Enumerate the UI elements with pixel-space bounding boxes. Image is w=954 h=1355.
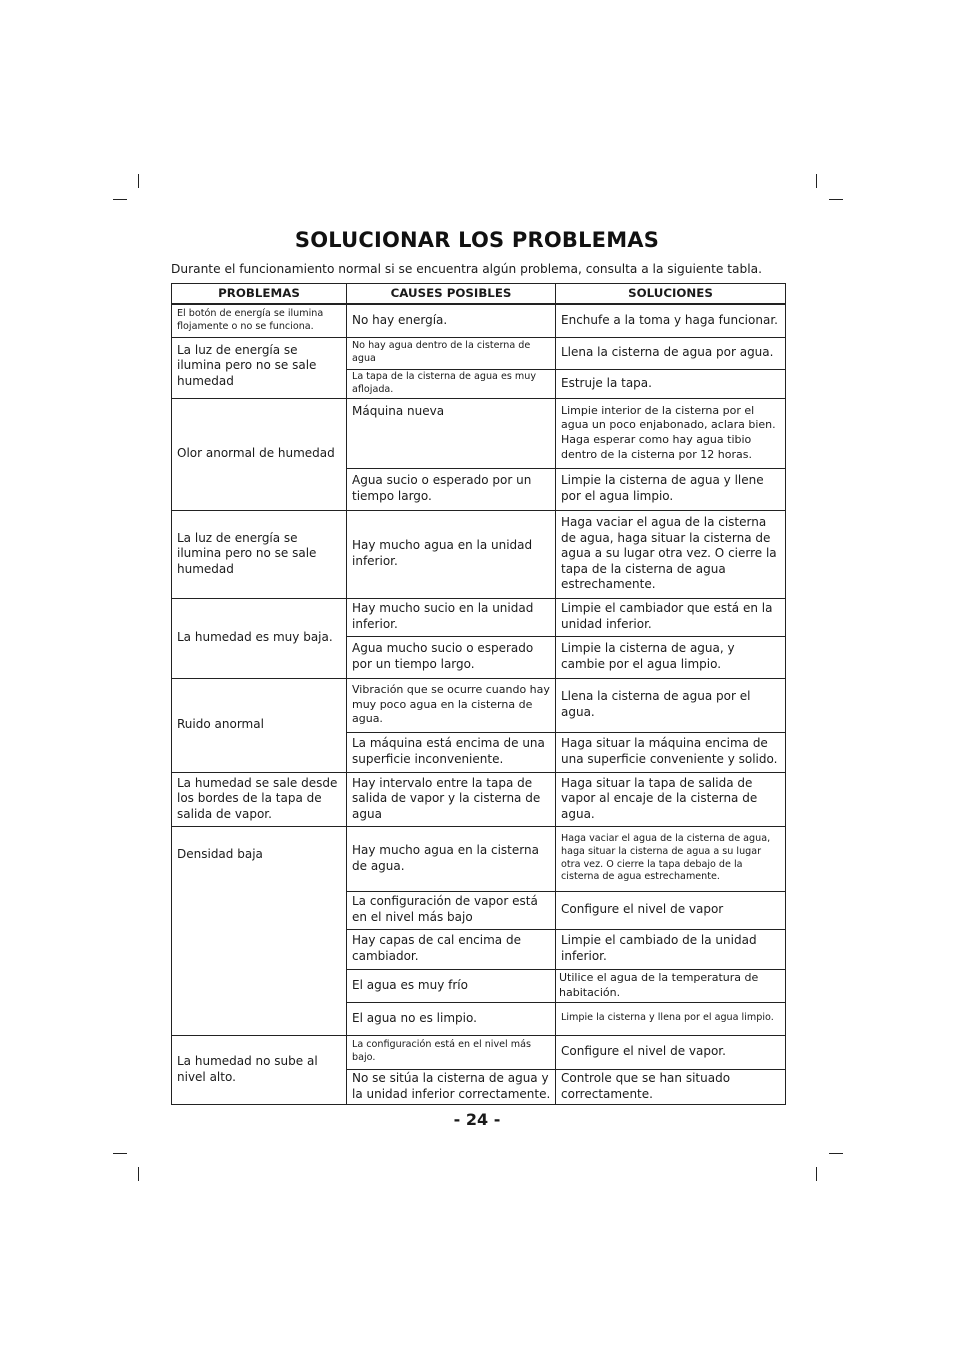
solution-cell: Limpie la cisterna de agua, y cambie por el agua limpio. — [556, 636, 786, 678]
cause-cell: No hay energía. — [347, 304, 556, 337]
cause-cell: El agua es muy frío — [347, 969, 556, 1002]
page-title: SOLUCIONAR LOS PROBLEMAS — [294, 228, 660, 252]
header-problems: PROBLEMAS — [172, 284, 347, 305]
problem-cell: El botón de energía se ilumina flojamente o no se funciona. — [172, 304, 347, 337]
problem-cell: La humedad se sale desde los bordes de la tapa de salida de vapor. — [172, 772, 347, 826]
table-row — [172, 598, 786, 636]
crop-mark — [138, 1167, 139, 1181]
crop-mark — [829, 1153, 843, 1154]
cause-cell: No se sitúa la cisterna de agua y la unidad inferior correctamente. — [347, 1069, 556, 1104]
solution-cell: Controle que se han situado correctamente. — [556, 1069, 786, 1104]
cause-cell: Máquina nueva — [347, 398, 556, 468]
solution-cell: Estruje la tapa. — [556, 369, 786, 398]
table-row — [172, 398, 786, 468]
solution-cell: Haga vaciar el agua de la cisterna de agua, haga situar la cisterna de agua a su lugar otra vez. O cierre la tapa debajo de la cisterna de agua estrechamente. — [556, 826, 786, 891]
solution-cell: Haga situar la tapa de salida de vapor al encaje de la cisterna de agua. — [556, 772, 786, 826]
cause-cell: Vibración que se ocurre cuando hay muy poco agua en la cisterna de agua. — [347, 678, 556, 732]
problem-cell: Ruido anormal — [172, 678, 347, 772]
problem-cell: Olor anormal de humedad — [172, 398, 347, 510]
solution-cell: Limpie el cambiado de la unidad inferior. — [556, 929, 786, 969]
solution-cell: Limpie la cisterna de agua y llene por el agua limpio. — [556, 468, 786, 510]
solution-cell: Llena la cisterna de agua por agua. — [556, 337, 786, 369]
solution-cell: Configure el nivel de vapor. — [556, 1035, 786, 1069]
solution-cell: Limpie el cambiador que está en la unidad inferior. — [556, 598, 786, 636]
table-header-row — [172, 284, 786, 305]
cause-cell: Agua sucio o esperado por un tiempo largo. — [347, 468, 556, 510]
crop-mark — [113, 1153, 127, 1154]
problem-cell: La humedad es muy baja. — [172, 598, 347, 678]
table-row — [172, 678, 786, 732]
cause-cell: Hay intervalo entre la tapa de salida de vapor y la cisterna de agua — [347, 772, 556, 826]
solution-cell: Limpie la cisterna y llena por el agua limpio. — [556, 1002, 786, 1035]
cause-cell: La máquina está encima de una superficie inconveniente. — [347, 732, 556, 772]
table-row — [172, 304, 786, 337]
cause-cell: No hay agua dentro de la cisterna de agua — [347, 337, 556, 369]
problem-cell: La luz de energía se ilumina pero no se sale humedad — [172, 337, 347, 398]
crop-mark — [816, 174, 817, 188]
solution-cell: Enchufe a la toma y haga funcionar. — [556, 304, 786, 337]
cause-cell: Hay mucho sucio en la unidad inferior. — [347, 598, 556, 636]
solution-cell: Limpie interior de la cisterna por el agua un poco enjabonado, aclara bien. Haga esperar como hay agua tibio dentro de la cisterna por 12 horas. — [556, 398, 786, 468]
cause-cell: El agua no es limpio. — [347, 1002, 556, 1035]
cause-cell: La configuración está en el nivel más bajo. — [347, 1035, 556, 1069]
problem-cell: La humedad no sube al nivel alto. — [172, 1035, 347, 1104]
table-row — [172, 510, 786, 598]
cause-cell: Agua mucho sucio o esperado por un tiempo largo. — [347, 636, 556, 678]
cause-cell: Hay capas de cal encima de cambiador. — [347, 929, 556, 969]
solution-cell: Haga situar la máquina encima de una superficie conveniente y solido. — [556, 732, 786, 772]
problem-cell: Densidad baja — [172, 826, 347, 1035]
table-row — [172, 826, 786, 891]
crop-mark — [138, 174, 139, 188]
page-number: - 24 - — [453, 1110, 501, 1129]
solution-cell: Utilice el agua de la temperatura de habitación. — [556, 969, 786, 1002]
solution-cell: Configure el nivel de vapor — [556, 891, 786, 929]
intro-text: Durante el funcionamiento normal si se encuentra algún problema, consulta a la siguiente tabla. — [171, 262, 762, 276]
cause-cell: Hay mucho agua en la unidad inferior. — [347, 510, 556, 598]
solution-cell: Llena la cisterna de agua por el agua. — [556, 678, 786, 732]
troubleshooting-table — [171, 283, 786, 1105]
table-row — [172, 337, 786, 369]
crop-mark — [113, 199, 127, 200]
problem-cell: La luz de energía se ilumina pero no se sale humedad — [172, 510, 347, 598]
header-causes: CAUSES POSIBLES — [347, 284, 556, 305]
cause-cell: La configuración de vapor está en el nivel más bajo — [347, 891, 556, 929]
cause-cell: Hay mucho agua en la cisterna de agua. — [347, 826, 556, 891]
cause-cell: La tapa de la cisterna de agua es muy aflojada. — [347, 369, 556, 398]
crop-mark — [816, 1167, 817, 1181]
solution-cell: Haga vaciar el agua de la cisterna de agua, haga situar la cisterna de agua a su lugar otra vez. O cierre la tapa de la cisterna de agua estrechamente. — [556, 510, 786, 598]
table-row — [172, 772, 786, 826]
header-solutions: SOLUCIONES — [556, 284, 786, 305]
table-row — [172, 1035, 786, 1069]
crop-mark — [829, 199, 843, 200]
